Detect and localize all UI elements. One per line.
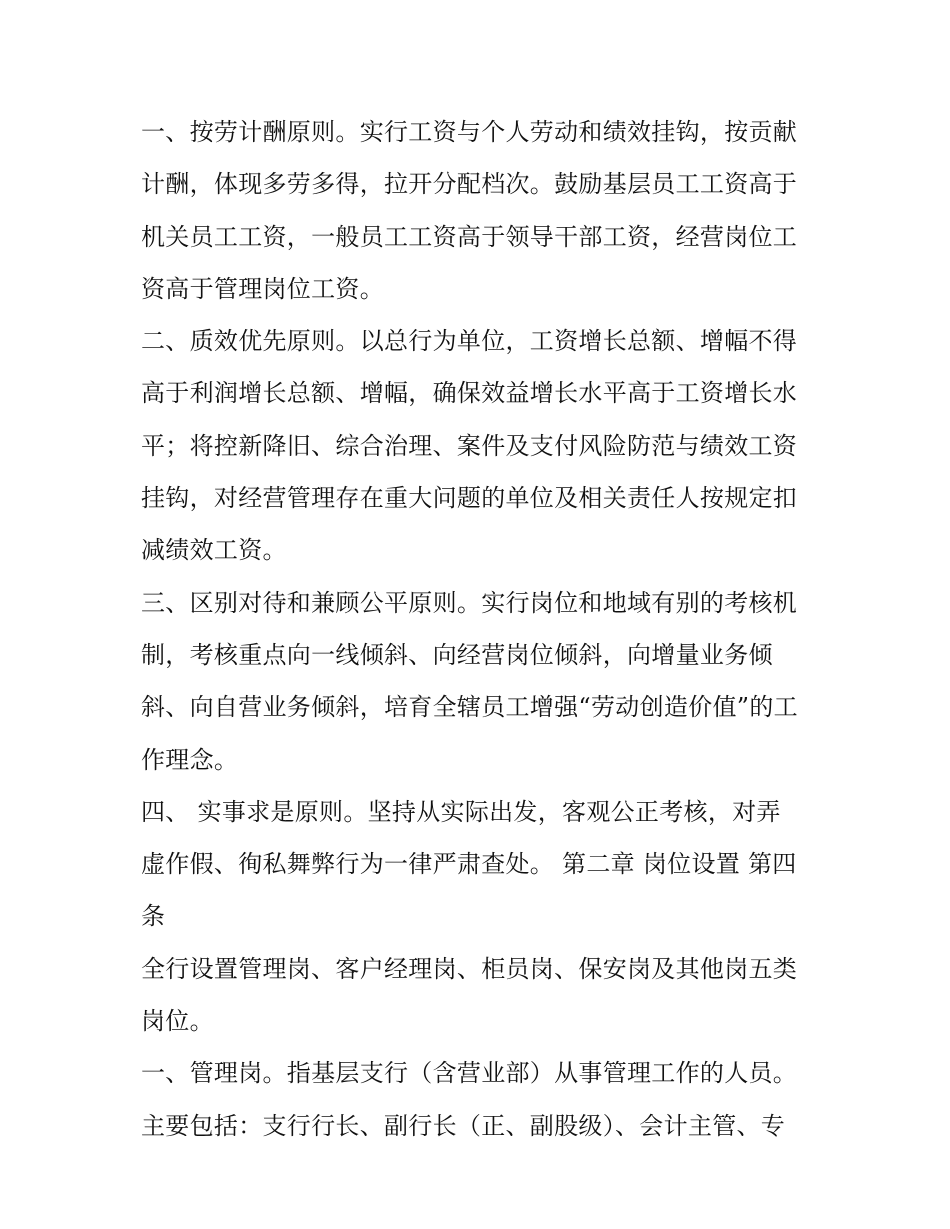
text-line: 全行设置管理岗、客户经理岗、柜员岗、保安岗及其他岗五类 (141, 954, 798, 983)
text-line: 资高于管理岗位工资。 (141, 274, 384, 303)
text-line: 三、区别对待和兼顾公平原则。实行岗位和地域有别的考核机 (141, 588, 798, 617)
text-line: 挂钩，对经营管理存在重大问题的单位及相关责任人按规定扣 (141, 484, 798, 513)
text-line: 二、质效优先原则。以总行为单位，工资增长总额、增幅不得 (141, 327, 798, 356)
text-line: 减绩效工资。 (141, 536, 287, 565)
text-line: 高于利润增长总额、增幅，确保效益增长水平高于工资增长水 (141, 379, 798, 408)
text-line: 机关员工工资，一般员工工资高于领导干部工资，经营岗位工 (141, 222, 798, 251)
text-line: 作理念。 (141, 745, 239, 774)
text-line: 条 (141, 902, 166, 931)
text-line: 制，考核重点向一线倾斜、向经营岗位倾斜，向增量业务倾 (141, 640, 773, 669)
text-line: 一、管理岗。指基层支行（含营业部）从事管理工作的人员。 (141, 1059, 798, 1088)
document-body (141, 106, 821, 1152)
text-line: 平；将控新降旧、综合治理、案件及支付风险防范与绩效工资 (141, 431, 798, 460)
text-line: 虚作假、徇私舞弊行为一律严肃查处。 第二章 岗位设置 第四 (141, 850, 797, 879)
text-line: 一、按劳计酬原则。实行工资与个人劳动和绩效挂钩，按贡献 (141, 118, 798, 146)
text-line: 主要包括：支行行长、副行长（正、副股级）、会计主管、专 (141, 1111, 786, 1140)
text-line: 斜、向自营业务倾斜，培育全辖员工增强“劳动创造价值”的工 (141, 693, 798, 722)
text-line: 四、 实事求是原则。坚持从实际出发，客观公正考核，对弄 (141, 797, 781, 826)
text-line: 岗位。 (141, 1007, 214, 1036)
text-line: 计酬，体现多劳多得，拉开分配档次。鼓励基层员工工资高于 (141, 170, 798, 199)
